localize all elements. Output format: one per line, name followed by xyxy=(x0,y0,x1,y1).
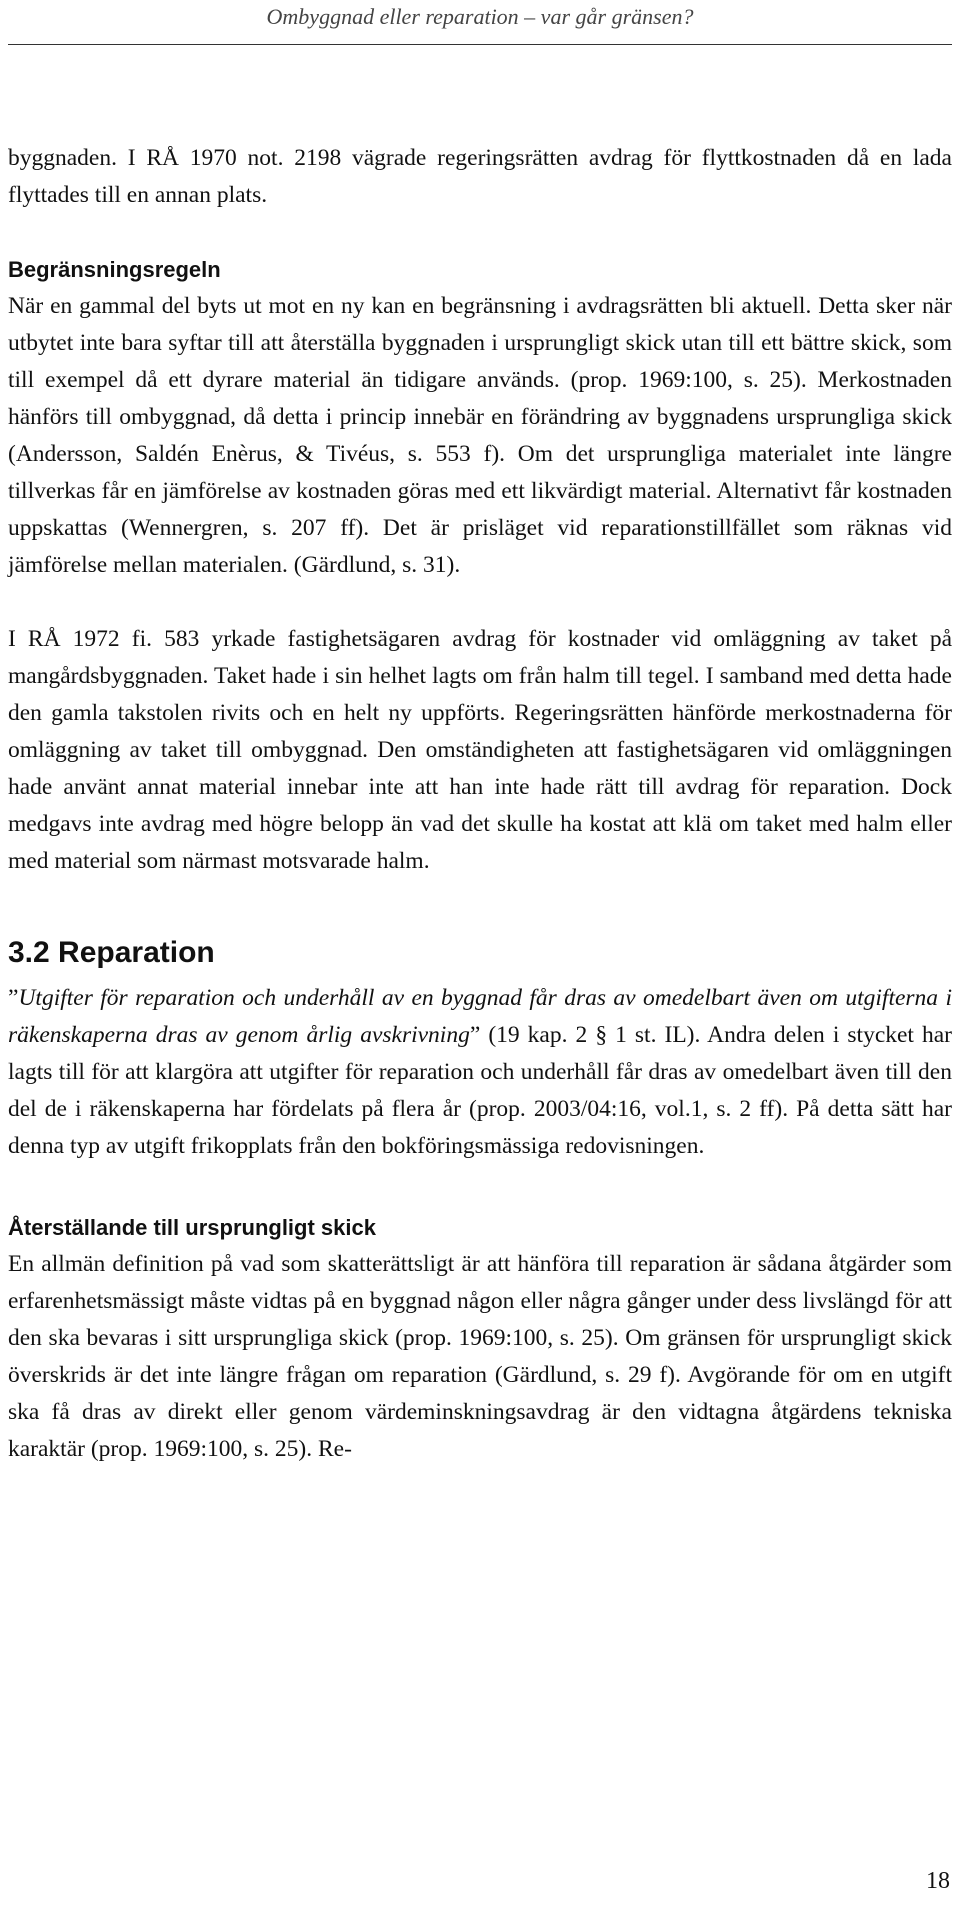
quote-open-mark: ” xyxy=(8,985,19,1011)
quote-continuation: ” (19 kap. 2 § 1 st. IL). Andra delen i stycket har lagts till för att klargöra att utgifter för reparation och underhåll får dras av omedelbart även till den del de i räkenskaperna har fördelats på flera år (prop. 2003/04:16, vol.1, s. 2 ff). På detta sätt har denna typ av utgift frikopplats från den bokföringsmässiga redovisningen. xyxy=(8,1022,953,1159)
document-body xyxy=(8,140,952,1468)
legal-quote: Utgifter för reparation och underhåll av en byggnad får dras av omedelbart även om utgifterna i räkenskaperna dras av genom årlig avskrivning xyxy=(8,985,952,1048)
section-heading-reparation: 3.2 Reparation xyxy=(8,936,215,969)
intro-paragraph: byggnaden. I RÅ 1970 not. 2198 vägrade regeringsrätten avdrag för flyttkostnaden då en lada flyttades till en annan plats. xyxy=(8,145,952,208)
aterstallande-paragraph: En allmän definition på vad som skatterättsligt är att hänföra till reparation är sådana åtgärder som erfarenhetsmässigt måste vidtas på en byggnad någon eller några gånger under dess livslängd för att den ska bevaras i sitt ursprungliga skick (prop. 1969:100, s. 25). Om gränsen för ursprungligt skick överskrids är det inte längre frågan om reparation (Gärdlund, s. 29 f). Avgörande för om en utgift ska få dras av direkt eller genom värdeminskningsavdrag är den vidtagna åtgärdens tekniska karaktär (prop. 1969:100, s. 25). Re- xyxy=(8,1251,952,1462)
ra-1972-paragraph: I RÅ 1972 fi. 583 yrkade fastighetsägaren avdrag för kostnader vid omläggning av taket på mangårdsbyggnaden. Taket hade i sin helhet lagts om från halm till tegel. I samband med detta hade den gamla takstolen rivits och en helt ny uppförts. Regeringsrätten hänförde merkostnaderna för omläggning av taket till ombyggnad. Den omständigheten att fastighetsägaren vid omläggningen hade använt annat material innebar inte att han inte hade rätt till avdrag för reparation. Dock medgavs inte avdrag med högre belopp än vad det skulle ha kostat att klä om taket med halm eller med material som närmast motsvarade halm. xyxy=(8,626,952,874)
begransning-heading: Begränsningsregeln xyxy=(8,257,221,282)
running-header-title: Ombyggnad eller reparation – var går gränsen? xyxy=(266,4,694,29)
begransning-paragraph: När en gammal del byts ut mot en ny kan en begränsning i avdragsrätten bli aktuell. Detta sker när utbytet inte bara syftar till att återställa byggnaden i ursprungligt skick utan till ett bättre skick, som till exempel då ett dyrare material än tidigare används. (prop. 1969:100, s. 25). Merkostnaden hänförs till ombyggnad, då detta i princip innebär en förändring av byggnadens ursprungliga skick (Andersson, Saldén Enèrus, & Tivéus, s. 553 f). Om det ursprungliga materialet inte längre tillverkas får en jämförelse av kostnaden göras med ett likvärdigt material. Alternativt får kostnaden uppskattas (Wennergren, s. 207 ff). Det är prisläget vid reparationstillfället som räknas vid jämförelse mellan materialen. (Gärdlund, s. 31). xyxy=(8,293,952,578)
quote-paragraph xyxy=(8,980,952,1165)
page-number: 18 xyxy=(926,1868,950,1894)
header-divider xyxy=(8,44,952,45)
aterstallande-heading: Återställande till ursprungligt skick xyxy=(8,1215,376,1240)
